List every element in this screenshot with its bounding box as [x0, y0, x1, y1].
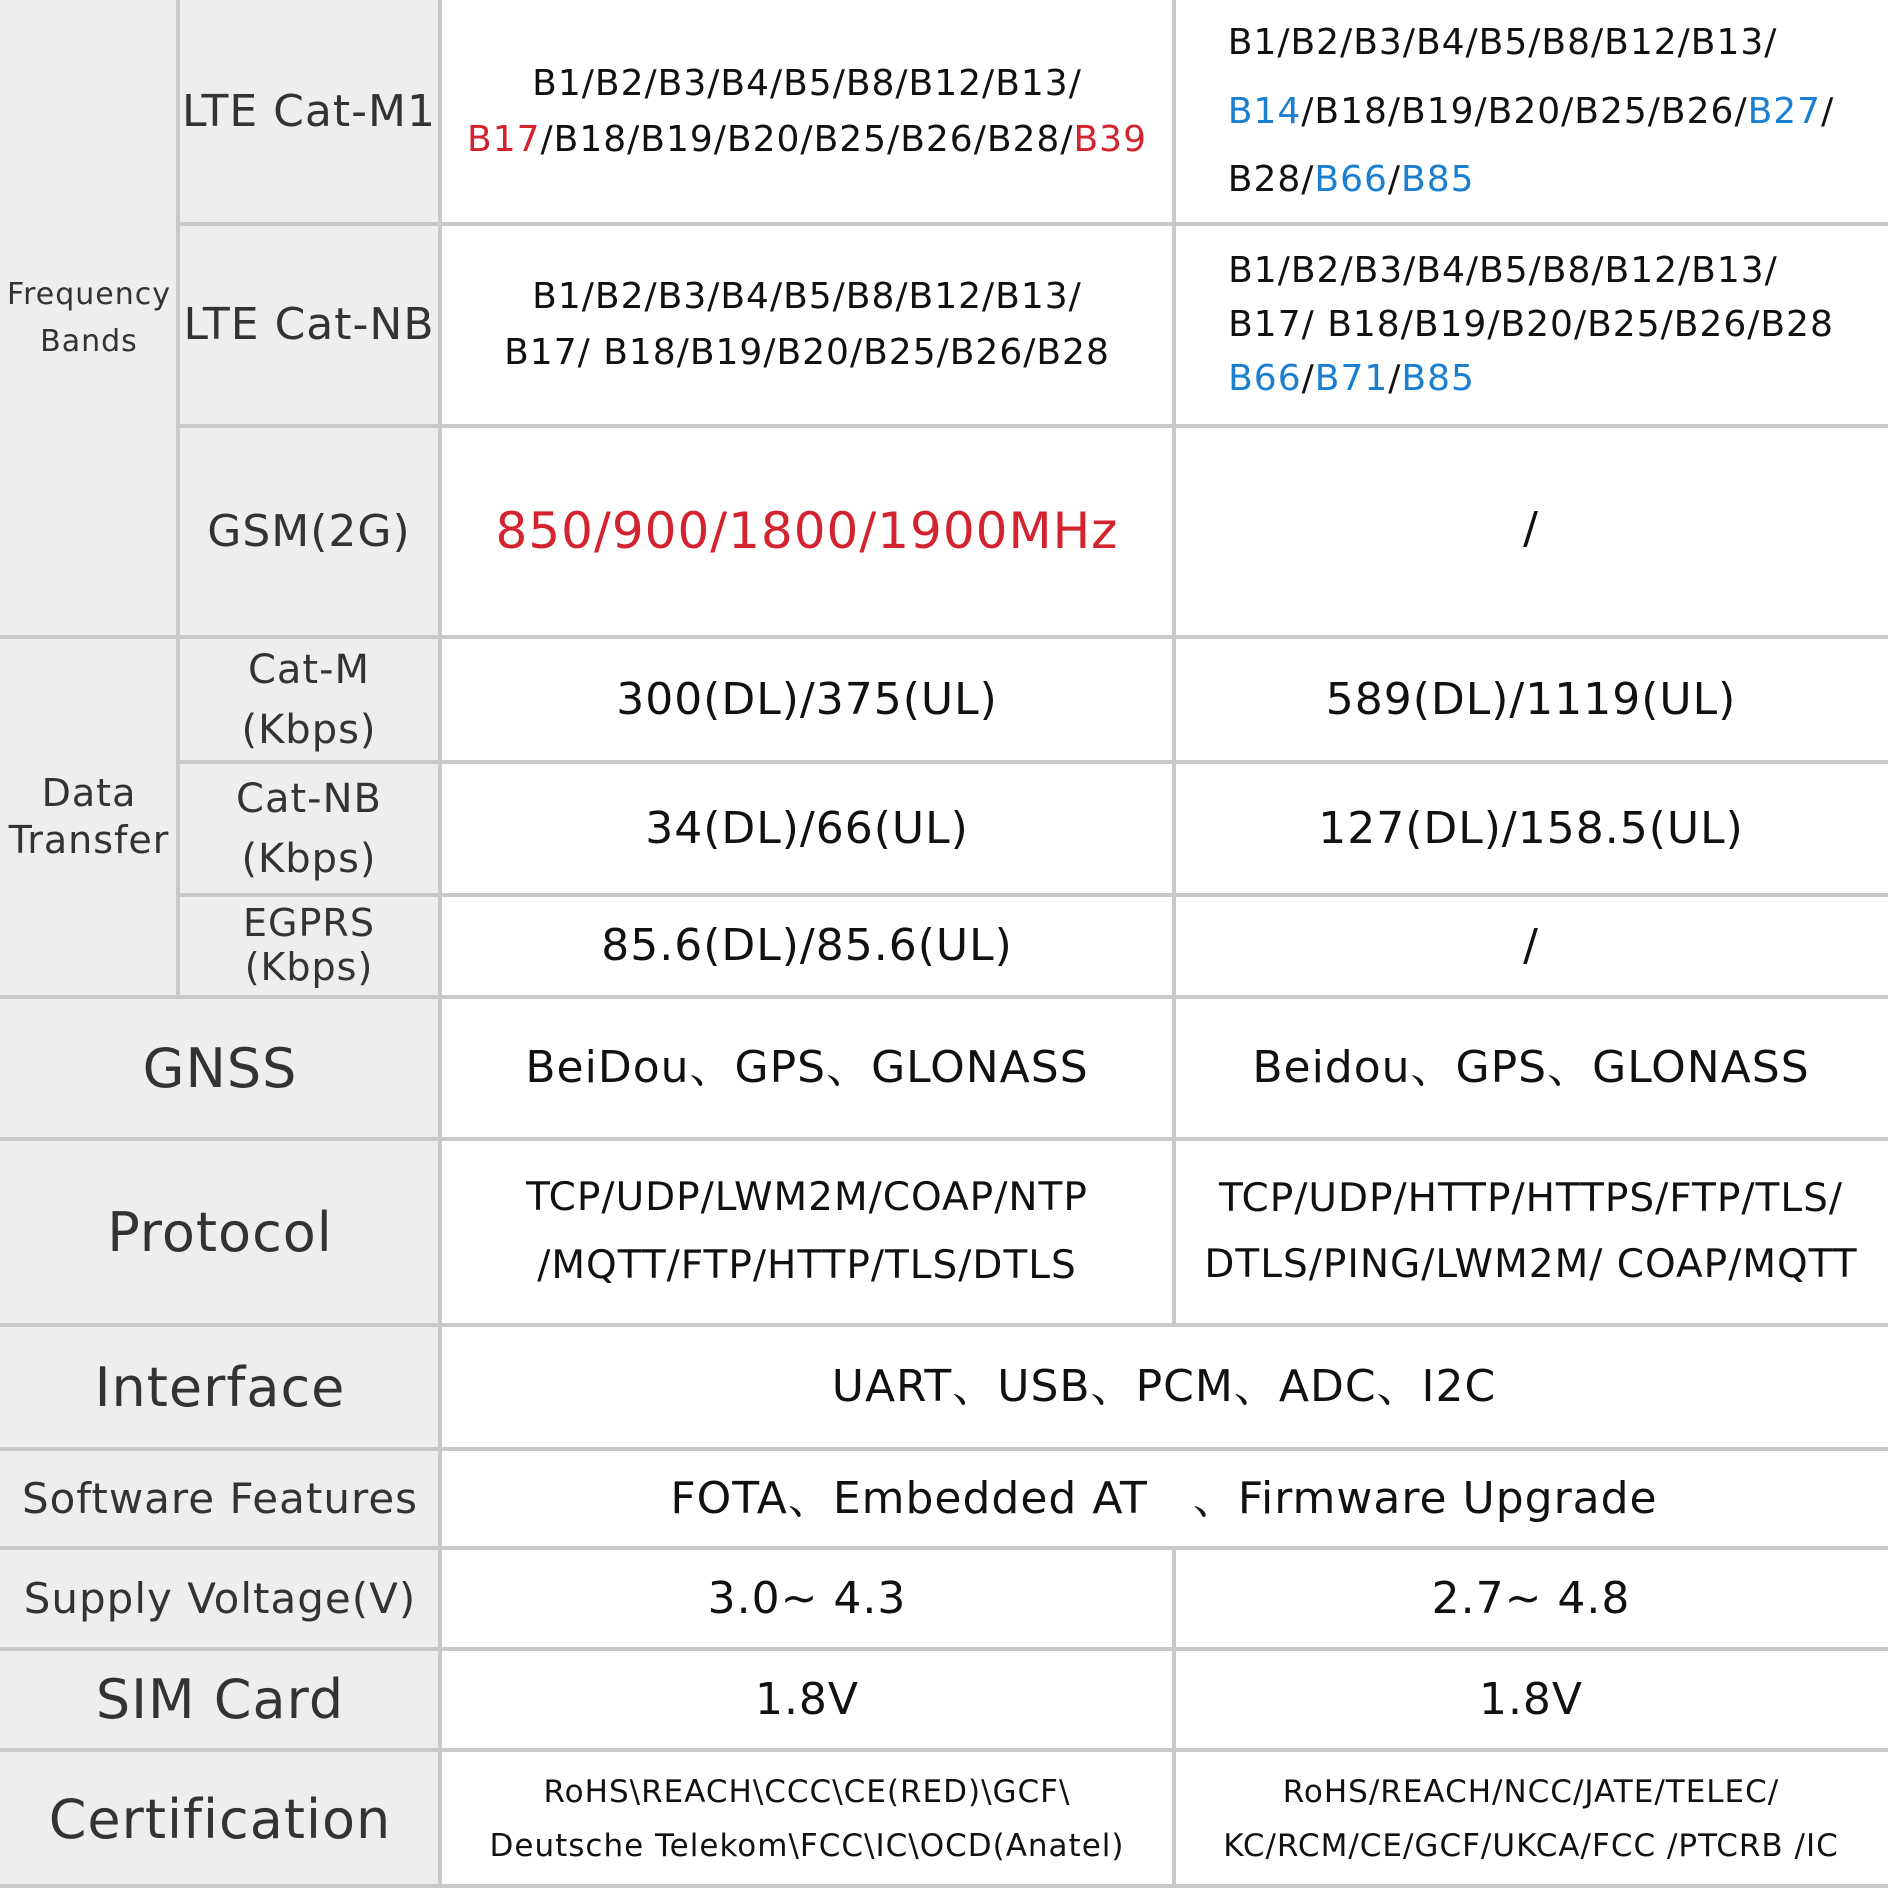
row-label-cat-m: [178, 637, 440, 762]
gnss-col1: [440, 997, 1174, 1139]
egprs-col2: [1174, 895, 1888, 997]
band-segment: B39: [1073, 119, 1147, 160]
voltage-col2-text: 2.7~ 4.8: [1431, 1572, 1631, 1624]
voltage-label: Supply Voltage(V): [23, 1574, 417, 1623]
row-label-gnss: [0, 997, 440, 1139]
egprs-col2-text: /: [1523, 920, 1539, 971]
sim-col2: [1174, 1649, 1888, 1750]
row-label-gsm: [178, 426, 440, 637]
interface-value: [440, 1325, 1888, 1449]
grid-line: [0, 1447, 1888, 1451]
row-label-lte-cat-m1: [178, 0, 440, 224]
protocol-col1: [440, 1139, 1174, 1325]
certification-col2: [1174, 1750, 1888, 1888]
grid-line: [1172, 0, 1176, 1325]
grid-line: [0, 1323, 1888, 1327]
grid-line: [176, 0, 180, 997]
row-label-voltage: [0, 1548, 440, 1649]
band-segment: B85: [1401, 159, 1475, 201]
gnss-label: GNSS: [142, 1036, 298, 1100]
sim-label: SIM Card: [95, 1668, 345, 1731]
voltage-col1: [440, 1548, 1174, 1649]
cat-nb-col1: [440, 762, 1174, 895]
sim-col1: [440, 1649, 1174, 1750]
band-segment: B66: [1314, 159, 1388, 201]
lte-cat-m1-col2-text: [1228, 9, 1834, 214]
software-label: Software Features: [21, 1474, 419, 1523]
certification-col1-text: RoHS\REACH\CCC\CE(RED)\GCF\ Deutsche Telekom\FCC\IC\OCD(Anatel): [489, 1773, 1125, 1864]
lte-cat-m1-col2: [1174, 0, 1888, 224]
band-segment: B71: [1314, 358, 1389, 399]
grid-line: [178, 893, 1888, 897]
sim-col1-text: 1.8V: [754, 1673, 860, 1725]
band-segment: B66: [1228, 358, 1302, 399]
band-segment: B27: [1747, 90, 1822, 132]
grid-line: [0, 635, 1888, 639]
row-label-cat-nb: [178, 762, 440, 895]
cat-m-label: Cat-M (Kbps): [241, 646, 377, 753]
sim-col2-text: 1.8V: [1478, 1673, 1584, 1725]
group-data-transfer: [0, 637, 178, 997]
band-segment: / B28/: [1227, 90, 1835, 201]
protocol-col1-text: TCP/UDP/LWM2M/COAP/NTP /MQTT/FTP/HTTP/TLS/DTLS: [526, 1174, 1088, 1288]
cat-m-col2-text: 589(DL)/1119(UL): [1325, 673, 1737, 725]
gsm-col2: [1174, 426, 1888, 637]
grid-line: [1172, 1548, 1176, 1888]
software-value-text: FOTA、Embedded AT 、Firmware Upgrade: [670, 1472, 1658, 1524]
interface-value-text: UART、USB、PCM、ADC、I2C: [831, 1361, 1497, 1412]
band-segment: B85: [1401, 358, 1475, 399]
grid-line: [0, 1647, 1888, 1651]
row-label-protocol: [0, 1139, 440, 1325]
gsm-col1-text: 850/900/1800/1900MHz: [495, 502, 1119, 560]
group-data-transfer-label: Data Transfer: [8, 770, 170, 862]
row-label-certification: [0, 1750, 440, 1888]
grid-line: [0, 995, 1888, 999]
band-segment: B1/B2/B3/B4/B5/B8/B12/B13/ B17/ B18/B19/B20/B25/B26/B28: [1228, 250, 1834, 345]
cat-m-col1-text: 300(DL)/375(UL): [616, 673, 998, 725]
certification-col1: [440, 1750, 1174, 1888]
egprs-label: EGPRS (Kbps): [243, 901, 375, 989]
egprs-col1: [440, 895, 1174, 997]
gsm-label: GSM(2G): [207, 505, 411, 557]
protocol-col2: [1174, 1139, 1888, 1325]
lte-cat-m1-col1: [440, 0, 1174, 224]
lte-cat-nb-col1: [440, 224, 1174, 426]
lte-cat-nb-col1-text: B1/B2/B3/B4/B5/B8/B12/B13/ B17/ B18/B19/B20/B25/B26/B28: [504, 276, 1110, 373]
lte-cat-nb-col2-text: [1228, 244, 1834, 406]
row-label-lte-cat-nb: [178, 224, 440, 426]
gnss-col2: [1174, 997, 1888, 1139]
row-label-sim: [0, 1649, 440, 1750]
cat-m-col2: [1174, 637, 1888, 762]
cat-m-col1: [440, 637, 1174, 762]
lte-cat-nb-col2: [1174, 224, 1888, 426]
band-segment: /B18/B19/B20/B25/B26/: [1301, 90, 1748, 132]
grid-line: [178, 222, 1888, 226]
grid-line: [0, 1546, 1888, 1550]
cat-nb-label: Cat-NB (Kbps): [236, 775, 382, 882]
lte-cat-m1-label: LTE Cat-M1: [182, 86, 436, 137]
band-segment: /: [1301, 358, 1315, 399]
band-segment: B14: [1227, 90, 1302, 132]
grid-line: [0, 1748, 1888, 1752]
gsm-col1: [440, 426, 1174, 637]
interface-label: Interface: [94, 1355, 346, 1419]
gnss-col2-text: Beidou、GPS、GLONASS: [1252, 1042, 1810, 1093]
cat-nb-col1-text: 34(DL)/66(UL): [645, 802, 969, 854]
group-frequency-bands-label: Frequency Bands: [7, 277, 171, 359]
lte-cat-m1-col1-text: [467, 56, 1147, 168]
voltage-col2: [1174, 1548, 1888, 1649]
cat-nb-col2-text: 127(DL)/158.5(UL): [1318, 802, 1744, 854]
row-label-software: [0, 1449, 440, 1548]
software-value: [440, 1449, 1888, 1548]
band-segment: /: [1387, 159, 1402, 201]
protocol-label: Protocol: [107, 1200, 333, 1264]
egprs-col1-text: 85.6(DL)/85.6(UL): [601, 920, 1013, 971]
cat-nb-col2: [1174, 762, 1888, 895]
grid-line: [438, 0, 442, 1888]
row-label-egprs: [178, 895, 440, 997]
band-segment: /: [1388, 358, 1402, 399]
band-segment: B1/B2/B3/B4/B5/B8/B12/B13/: [1227, 22, 1778, 64]
protocol-col2-text: TCP/UDP/HTTP/HTTPS/FTP/TLS/ DTLS/PING/LWM2M/ COAP/MQTT: [1204, 1175, 1858, 1287]
lte-cat-nb-label: LTE Cat-NB: [183, 299, 435, 350]
voltage-col1-text: 3.0~ 4.3: [707, 1572, 907, 1624]
gsm-col2-text: /: [1523, 503, 1539, 554]
row-label-interface: [0, 1325, 440, 1449]
certification-label: Certification: [48, 1787, 392, 1851]
band-segment: B1/B2/B3/B4/B5/B8/B12/B13/: [532, 63, 1082, 105]
band-segment: /B18/B19/B20/B25/B26/B28/: [540, 119, 1074, 160]
grid-line: [178, 760, 1888, 764]
grid-line: [178, 424, 1888, 428]
gnss-col1-text: BeiDou、GPS、GLONASS: [525, 1042, 1089, 1093]
group-frequency-bands: [0, 0, 178, 637]
certification-col2-text: RoHS/REACH/NCC/JATE/TELEC/ KC/RCM/CE/GCF/UKCA/FCC /PTCRB /IC: [1223, 1773, 1839, 1864]
grid-line: [0, 1137, 1888, 1141]
grid-line: [0, 1884, 1888, 1888]
band-segment: B17: [467, 119, 541, 160]
